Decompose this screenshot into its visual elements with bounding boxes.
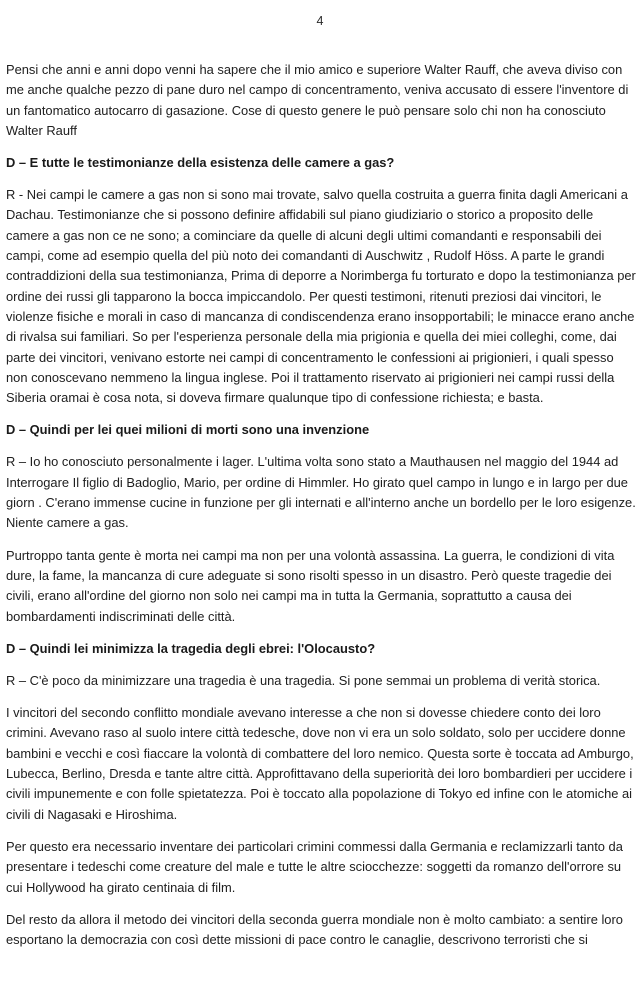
answer-testimonies: R - Nei campi le camere a gas non si sono mai trovate, salvo quella costruita a guerra finita dagli Americani a Dachau. Testimonianze che si possono definire affidabili sul piano giudiziario o storico a proposito delle camere a gas non ce ne sono; a cominciare da quelle di alcuni degli ultimi comandanti e responsabili dei campi, come ad esempio quella del più noto dei comandanti di Auschwitz , Rudolf Höss. A parte le grandi contraddizioni della sua testimonianza, Prima di deporre a Norimberga fu torturato e dopo la testimonianza per ordine dei russi gli tapparono la bocca impiccandolo. Per questi testimoni, ritenuti preziosi dai vincitori, le violenze fisiche e morali in caso di mancanza di condiscendenza erano insopportabili; le minacce erano anche di rivalsa sui familiari. So per l'esperienza personale della mia prigionia e quella dei miei colleghi, come, dai parte dei vincitori, venivano estorte nei campi di concentramento le confessioni ai prigionieri, i quali spesso non conoscevano nemmeno la lingua inglese. Poi il trattamento riservato ai prigionieri nei campi russi della Siberia oramai è cosa nota, si doveva firmare qualunque tipo di confessione richiesta; e basta. (6, 187, 636, 406)
document-body (6, 60, 636, 950)
paragraph-inventions: Per questo era necessario inventare dei particolari crimini commessi dalla Germania e reclamizzarli tanto da presentare i tedeschi come creature del male e tutte le altre sciocchezze: soggetti da romanzo dell'orrore su cui Hollywood ha girato centinaia di film. (6, 838, 623, 895)
paragraph-victors: I vincitori del secondo conflitto mondiale avevano interesse a che non si dovesse chiedere conto dei loro crimini. Avevano raso al suolo intere città tedesche, dove non vi era un solo soldato, solo per uccidere donne bambini e vecchi e così fiaccare la volontà di combattere del loro nemico. Questa sorte è toccata ad Amburgo, Lubecca, Berlino, Dresda e tante altre città. Approfittavano della superiorità dei loro bombardieri per uccidere i civili impunemente e con folle spietatezza. Poi è toccato alla popolazione di Tokyo ed infine con le atomiche ai civili di Nagasaki e Hiroshima. (6, 705, 634, 822)
question-holocaust: D – Quindi lei minimizza la tragedia degli ebrei: l'Olocausto? (6, 640, 376, 656)
question-testimonies: D – E tutte le testimonianze della esistenza delle camere a gas? (6, 155, 395, 171)
answer-tragedy: R – C'è poco da minimizzare una tragedia è una tragedia. Si pone semmai un problema di verità storica. (6, 672, 601, 688)
paragraph-deaths: Purtroppo tanta gente è morta nei campi ma non per una volontà assassina. La guerra, le condizioni di vita dure, la fame, la mancanza di cure adeguate si sono risolti spesso in un disastro. Però queste tragedie dei civili, erano all'ordine del giorno non solo nei campi ma in tutta la Germania, soprattutto a causa dei bombardamenti indiscriminati delle città. (6, 547, 615, 624)
paragraph-method: Del resto da allora il metodo dei vincitori della seconda guerra mondiale non è molto cambiato: a sentire loro esportano la democrazia con così dette missioni di pace contro le canaglie, descrivono terroristi che si (6, 911, 623, 948)
page-number: 4 (316, 14, 324, 28)
answer-lager: R – Io ho conosciuto personalmente i lager. L'ultima volta sono stato a Mauthausen nel maggio del 1944 ad Interrogare Il figlio di Badoglio, Mario, per ordine di Himmler. Ho girato quel campo in lungo e in largo per due giorn . C'erano immense cucine in funzione per gli internati e all'interno anche un bordello per le loro esigenze. Niente camere a gas. (6, 454, 636, 531)
question-millions: D – Quindi per lei quei milioni di morti sono una invenzione (6, 422, 370, 438)
paragraph-rauff: Pensi che anni e anni dopo venni ha sapere che il mio amico e superiore Walter Rauff, che aveva diviso con me anche qualche pezzo di pane duro nel campo di concentramento, veniva accusato di essere l'inventore di un fantomatico autocarro di gasazione. Cose di questo genere le può pensare solo chi non ha conosciuto Walter Rauff (6, 62, 629, 138)
